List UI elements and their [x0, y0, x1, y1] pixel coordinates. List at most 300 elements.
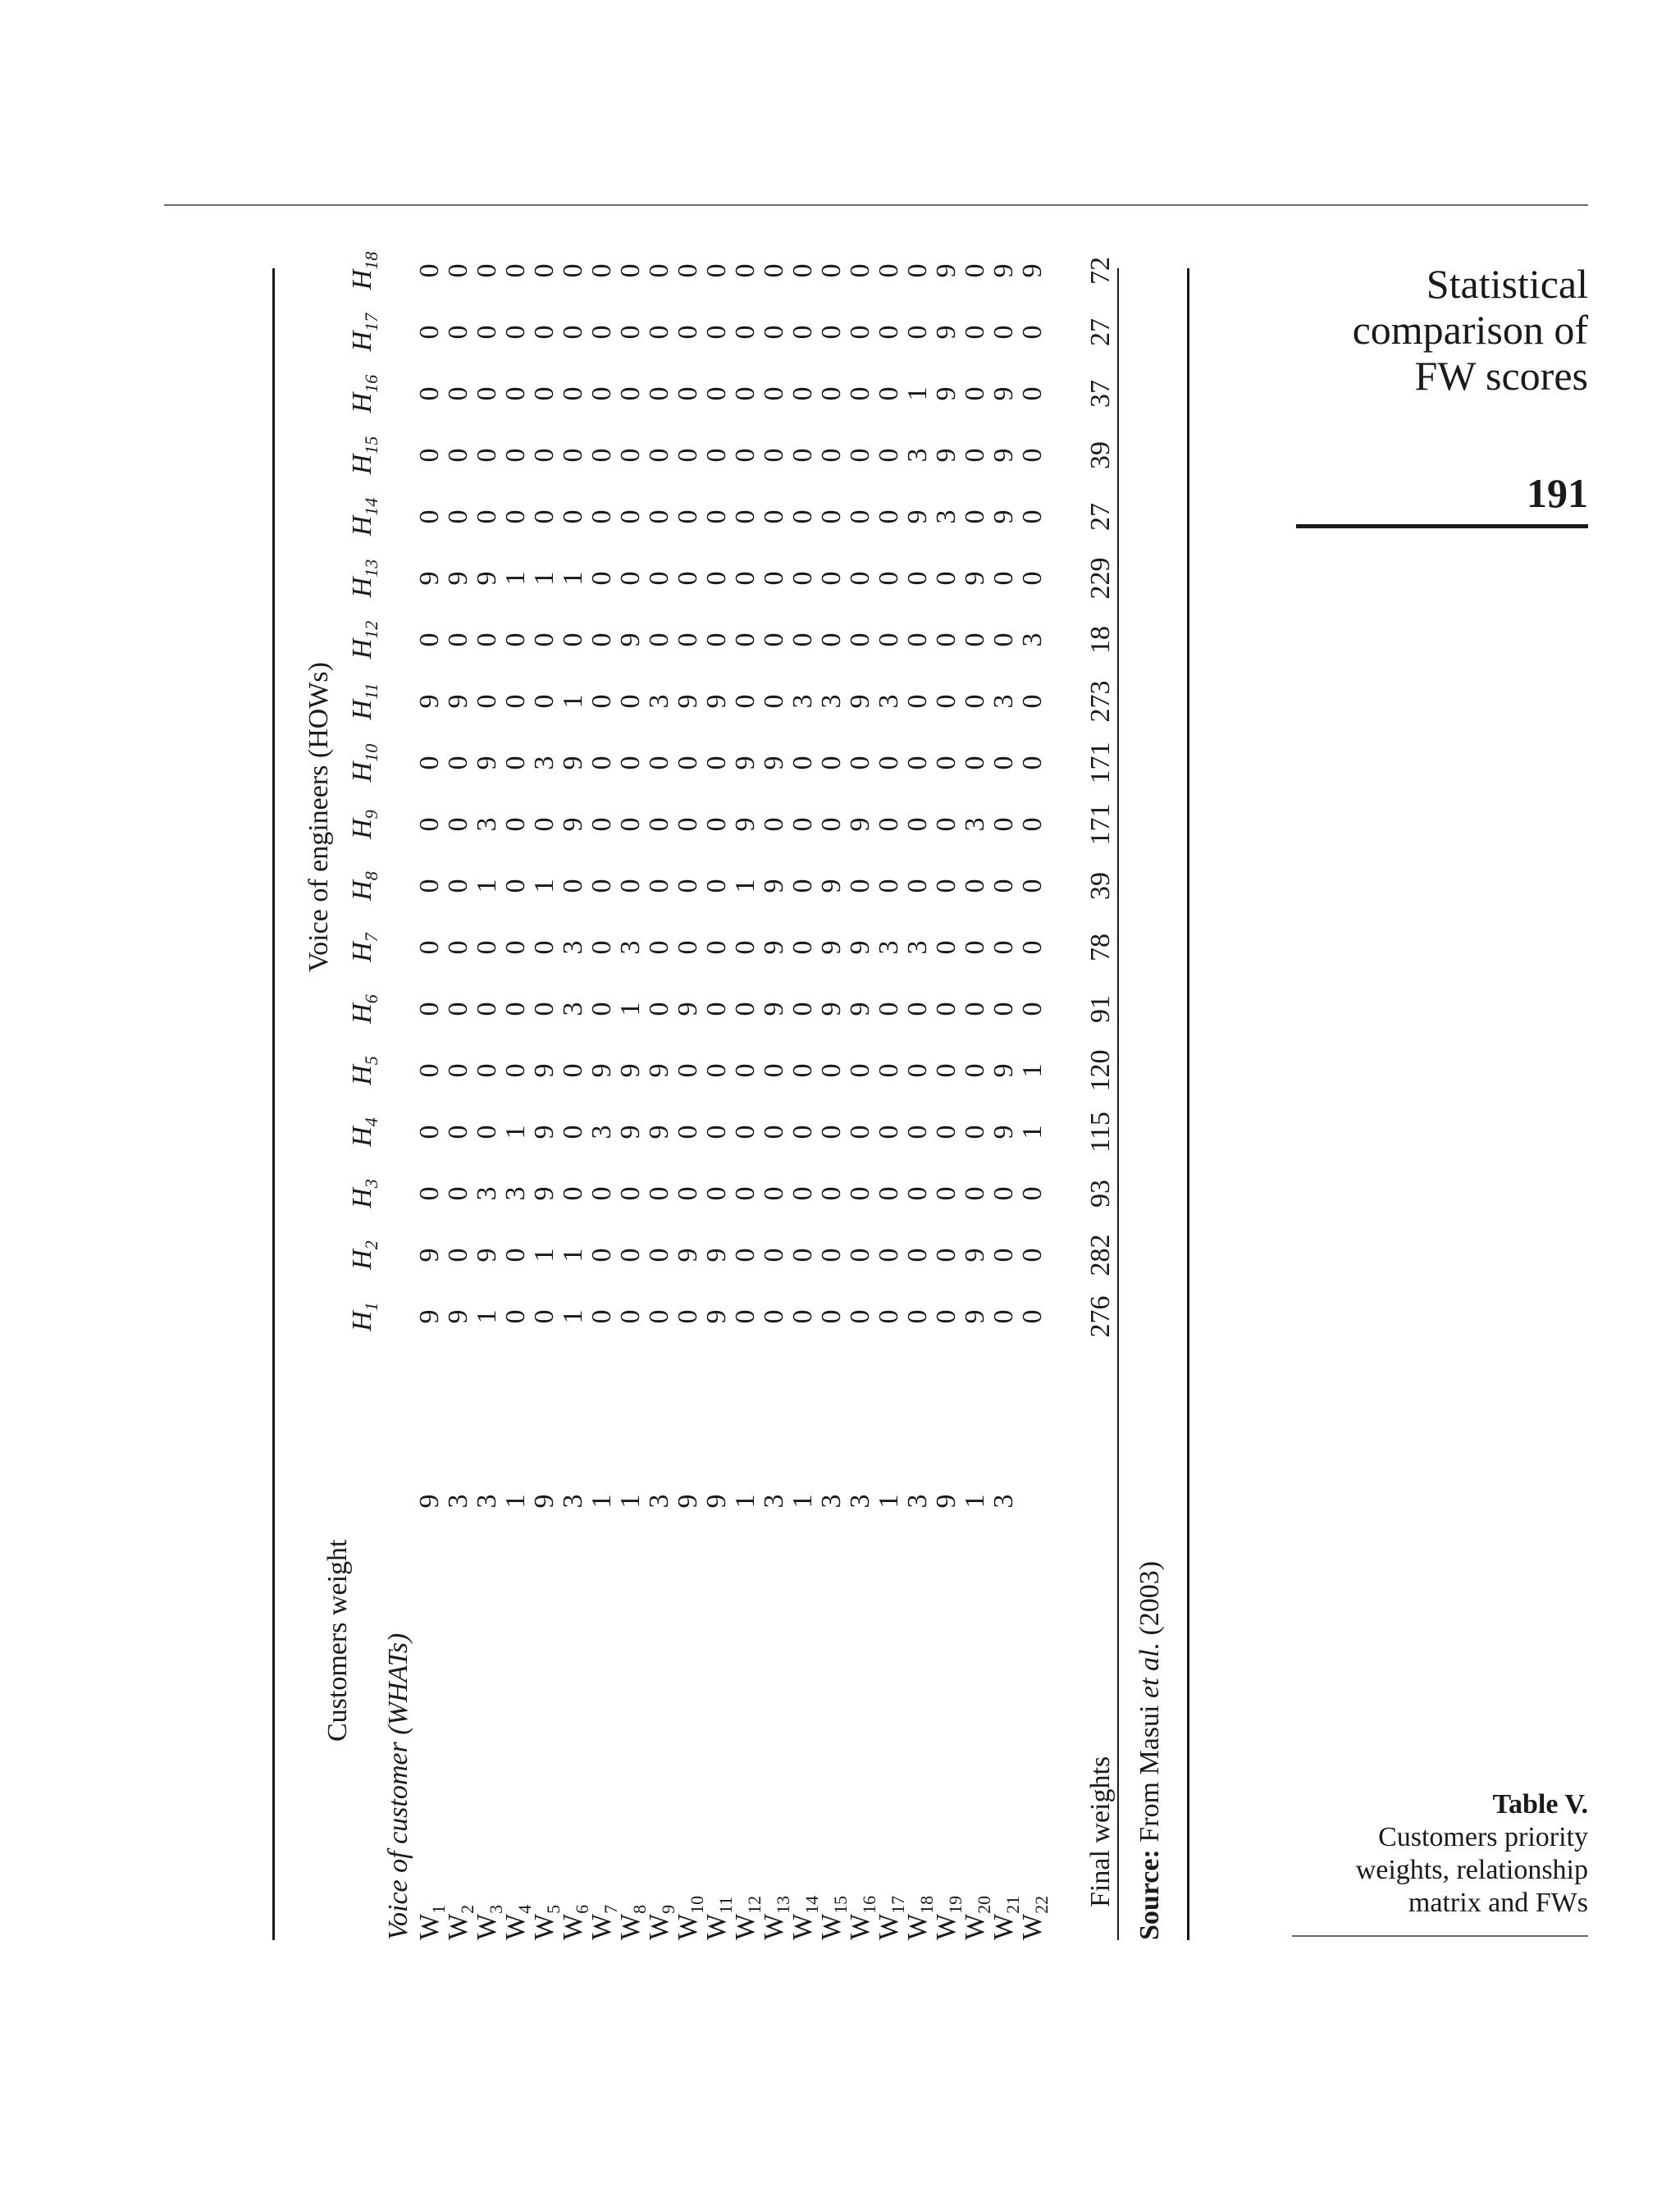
matrix-cell: 0 [788, 879, 818, 893]
customer-weight-cell: 3 [759, 1494, 789, 1509]
matrix-cell: 0 [1017, 1002, 1048, 1016]
column-header-h17: $H_{17}$ [347, 313, 381, 352]
matrix-cell: 0 [788, 509, 818, 524]
matrix-cell: 0 [960, 263, 990, 278]
matrix-cell: 9 [1017, 263, 1048, 278]
matrix-cell: 0 [644, 1309, 674, 1324]
matrix-cell: 0 [644, 571, 674, 586]
matrix-cell: 0 [960, 448, 990, 463]
matrix-cell: 9 [988, 509, 1019, 524]
matrix-cell: 0 [1017, 756, 1048, 770]
matrix-cell: 0 [730, 1309, 760, 1324]
row-label-w14: $W_{14}$ [788, 1895, 822, 1940]
matrix-cell: 0 [701, 817, 732, 832]
matrix-cell: 9 [816, 940, 847, 955]
matrix-cell: 0 [615, 448, 646, 463]
customer-weight-cell: 1 [587, 1494, 617, 1509]
customer-weight-cell: 9 [701, 1494, 732, 1509]
column-header-h15: $H_{15}$ [347, 436, 381, 475]
matrix-cell: 0 [874, 1186, 904, 1201]
matrix-cell: 0 [673, 509, 703, 524]
column-header-subscript: 1 [360, 1302, 381, 1312]
column-header-h7: $H_7$ [347, 933, 381, 962]
matrix-cell: 0 [414, 448, 445, 463]
matrix-cell: 0 [472, 1063, 502, 1078]
matrix-cell: 0 [931, 1186, 961, 1201]
matrix-cell: 1 [529, 1248, 559, 1263]
matrix-cell: 9 [414, 694, 445, 709]
final-weight-cell: 27 [1085, 318, 1116, 346]
matrix-cell: 0 [874, 1063, 904, 1078]
matrix-cell: 9 [472, 571, 502, 586]
matrix-cell: 0 [845, 1125, 875, 1139]
final-weight-cell: 93 [1085, 1180, 1116, 1208]
row-label-subscript: 11 [714, 1896, 736, 1914]
matrix-cell: 9 [988, 1125, 1019, 1139]
matrix-cell: 0 [615, 879, 646, 893]
final-weight-cell: 282 [1085, 1234, 1116, 1276]
matrix-cell: 0 [701, 448, 732, 463]
matrix-cell: 0 [759, 694, 789, 709]
matrix-cell: 9 [816, 879, 847, 893]
matrix-cell: 1 [558, 694, 588, 709]
matrix-cell: 0 [1017, 386, 1048, 401]
final-weight-cell: 273 [1085, 680, 1116, 723]
source-text: From Masui [1134, 1705, 1165, 1843]
matrix-cell: 0 [759, 1309, 789, 1324]
row-label-w5: $W_5$ [529, 1904, 564, 1940]
matrix-cell: 9 [902, 509, 933, 524]
matrix-cell: 0 [644, 325, 674, 340]
matrix-cell: 0 [615, 263, 646, 278]
matrix-cell: 3 [500, 1186, 531, 1201]
row-label-w8: $W_8$ [615, 1904, 650, 1940]
page-number: 191 [1527, 470, 1588, 516]
matrix-cell: 0 [902, 694, 933, 709]
final-weights-label: Final weights [1085, 1756, 1116, 1907]
matrix-cell: 0 [472, 632, 502, 647]
matrix-cell: 0 [443, 263, 473, 278]
matrix-cell: 0 [673, 1125, 703, 1139]
source-year: (2003) [1134, 1560, 1165, 1636]
row-label-subscript: 18 [915, 1895, 937, 1914]
matrix-cell: 0 [845, 1248, 875, 1263]
matrix-cell: 0 [816, 817, 847, 832]
matrix-cell: 0 [845, 509, 875, 524]
matrix-cell: 0 [902, 1248, 933, 1263]
column-header-subscript: 10 [360, 743, 381, 762]
row-label-subscript: 2 [456, 1904, 477, 1914]
matrix-cell: 0 [902, 1309, 933, 1324]
customer-weight-cell: 1 [788, 1494, 818, 1509]
matrix-cell: 0 [472, 263, 502, 278]
matrix-cell: 9 [931, 263, 961, 278]
matrix-cell: 0 [1017, 448, 1048, 463]
matrix-cell: 0 [788, 571, 818, 586]
customer-weight-cell: 3 [988, 1494, 1019, 1509]
customer-weight-cell: 1 [730, 1494, 760, 1509]
matrix-cell: 9 [558, 817, 588, 832]
row-label-w1: $W_1$ [414, 1904, 449, 1940]
matrix-cell: 0 [931, 1248, 961, 1263]
matrix-cell: 0 [788, 1309, 818, 1324]
matrix-cell: 3 [931, 509, 961, 524]
matrix-cell: 0 [1017, 1309, 1048, 1324]
matrix-cell: 0 [673, 1309, 703, 1324]
matrix-cell: 9 [529, 1186, 559, 1201]
matrix-cell: 0 [644, 879, 674, 893]
row-label-w4: $W_4$ [500, 1904, 535, 1940]
matrix-cell: 0 [874, 1125, 904, 1139]
matrix-cell: 0 [558, 1063, 588, 1078]
matrix-cell: 0 [701, 756, 732, 770]
matrix-cell: 0 [874, 756, 904, 770]
title-line-3: FW scores [1414, 353, 1588, 399]
matrix-cell: 0 [558, 325, 588, 340]
matrix-cell: 9 [988, 263, 1019, 278]
matrix-cell: 0 [615, 571, 646, 586]
matrix-cell: 0 [788, 817, 818, 832]
matrix-cell: 0 [759, 571, 789, 586]
matrix-cell: 0 [414, 1063, 445, 1078]
table-caption [1244, 1788, 1588, 1920]
matrix-cell: 0 [931, 817, 961, 832]
matrix-cell: 3 [960, 817, 990, 832]
matrix-cell: 0 [845, 1309, 875, 1324]
matrix-cell: 0 [644, 1248, 674, 1263]
matrix-cell: 0 [414, 1002, 445, 1016]
matrix-cell: 0 [701, 879, 732, 893]
matrix-cell: 9 [759, 879, 789, 893]
matrix-cell: 0 [902, 632, 933, 647]
matrix-cell: 9 [587, 1063, 617, 1078]
matrix-cell: 0 [874, 879, 904, 893]
matrix-cell: 0 [500, 1063, 531, 1078]
matrix-cell: 0 [644, 509, 674, 524]
matrix-cell: 0 [988, 1248, 1019, 1263]
source-etal: et al. [1134, 1642, 1165, 1698]
matrix-cell: 0 [788, 1063, 818, 1078]
matrix-cell: 0 [730, 1248, 760, 1263]
matrix-cell: 0 [414, 756, 445, 770]
matrix-cell: 0 [816, 325, 847, 340]
matrix-cell: 0 [988, 325, 1019, 340]
matrix-cell: 0 [472, 448, 502, 463]
row-label-w18: $W_{18}$ [902, 1895, 937, 1940]
column-header-subscript: 14 [360, 497, 381, 516]
matrix-cell: 0 [931, 1125, 961, 1139]
matrix-cell: 0 [988, 632, 1019, 647]
matrix-cell: 9 [759, 940, 789, 955]
matrix-cell: 3 [902, 940, 933, 955]
column-header-subscript: 3 [360, 1179, 381, 1189]
matrix-cell: 0 [960, 325, 990, 340]
matrix-cell: 0 [902, 1125, 933, 1139]
matrix-cell: 0 [615, 509, 646, 524]
caption-line-3: matrix and FWs [1408, 1888, 1588, 1918]
caption-line-2: weights, relationship [1355, 1855, 1588, 1885]
final-weight-cell: 37 [1085, 380, 1116, 408]
customer-weight-cell: 9 [931, 1494, 961, 1509]
customer-weight-cell: 3 [816, 1494, 847, 1509]
customer-weight-cell: 3 [845, 1494, 875, 1509]
matrix-cell: 0 [558, 509, 588, 524]
matrix-cell: 0 [500, 817, 531, 832]
matrix-cell: 0 [414, 817, 445, 832]
matrix-cell: 0 [845, 1063, 875, 1078]
matrix-cell: 0 [845, 448, 875, 463]
matrix-cell: 0 [500, 632, 531, 647]
matrix-cell: 0 [443, 325, 473, 340]
matrix-cell: 3 [615, 940, 646, 955]
column-header-h2: $H_2$ [347, 1240, 381, 1270]
matrix-cell: 9 [529, 1125, 559, 1139]
matrix-cell: 9 [673, 1002, 703, 1016]
matrix-cell: 0 [500, 879, 531, 893]
matrix-cell: 9 [759, 1002, 789, 1016]
matrix-cell: 0 [874, 1002, 904, 1016]
matrix-cell: 0 [414, 386, 445, 401]
matrix-cell: 0 [673, 940, 703, 955]
matrix-cell: 9 [931, 386, 961, 401]
column-header-h5: $H_5$ [347, 1056, 381, 1085]
matrix-cell: 0 [587, 1186, 617, 1201]
row-label-subscript: 19 [944, 1895, 966, 1914]
matrix-cell: 0 [816, 1309, 847, 1324]
customer-weight-cell: 1 [500, 1494, 531, 1509]
matrix-cell: 9 [701, 694, 732, 709]
matrix-cell: 0 [673, 879, 703, 893]
matrix-cell: 0 [587, 879, 617, 893]
final-weight-cell: 115 [1085, 1112, 1116, 1153]
row-label-w15: $W_{15}$ [816, 1895, 851, 1940]
matrix-cell: 0 [931, 632, 961, 647]
matrix-cell: 0 [960, 386, 990, 401]
matrix-cell: 0 [1017, 817, 1048, 832]
matrix-cell: 0 [443, 1063, 473, 1078]
matrix-cell: 0 [730, 386, 760, 401]
matrix-cell: 9 [529, 1063, 559, 1078]
matrix-cell: 1 [1017, 1125, 1048, 1139]
matrix-cell: 0 [874, 571, 904, 586]
matrix-cell: 9 [615, 632, 646, 647]
matrix-cell: 0 [730, 1002, 760, 1016]
matrix-cell: 0 [730, 1186, 760, 1201]
matrix-cell: 3 [988, 694, 1019, 709]
matrix-cell: 0 [529, 694, 559, 709]
column-header-subscript: 9 [360, 810, 381, 820]
column-header-subscript: 16 [360, 374, 381, 393]
matrix-cell: 0 [529, 1002, 559, 1016]
matrix-cell: 0 [931, 1002, 961, 1016]
table-source [1134, 1561, 1166, 1940]
matrix-cell: 0 [701, 1063, 732, 1078]
matrix-cell: 0 [816, 386, 847, 401]
customer-weight-cell: 9 [529, 1494, 559, 1509]
matrix-cell: 9 [414, 571, 445, 586]
rotated-table-area [272, 251, 1191, 1940]
matrix-cell: 0 [931, 879, 961, 893]
matrix-cell: 9 [443, 571, 473, 586]
column-header-subscript: 2 [360, 1240, 381, 1250]
column-header-subscript: 5 [360, 1056, 381, 1066]
matrix-cell: 9 [673, 694, 703, 709]
matrix-cell: 0 [988, 879, 1019, 893]
row-label-subscript: 1 [427, 1904, 449, 1914]
matrix-cell: 0 [673, 571, 703, 586]
matrix-cell: 0 [759, 386, 789, 401]
table-bottom-rule-upper [1117, 268, 1119, 1940]
matrix-cell: 0 [414, 263, 445, 278]
column-header-subscript: 7 [360, 933, 381, 943]
matrix-cell: 0 [500, 756, 531, 770]
matrix-cell: 0 [443, 1248, 473, 1263]
row-label-w9: $W_9$ [644, 1904, 678, 1940]
matrix-cell: 9 [472, 1248, 502, 1263]
matrix-cell: 0 [931, 940, 961, 955]
matrix-cell: 9 [644, 1063, 674, 1078]
matrix-cell: 0 [443, 509, 473, 524]
page-number-rule [1296, 524, 1588, 528]
matrix-cell: 0 [902, 1063, 933, 1078]
matrix-cell: 0 [902, 1002, 933, 1016]
matrix-cell: 3 [1017, 632, 1048, 647]
voc-label: Voice of customer (WHATs) [383, 1632, 413, 1940]
matrix-cell: 0 [414, 632, 445, 647]
matrix-cell: 0 [902, 263, 933, 278]
matrix-cell: 0 [788, 940, 818, 955]
row-label-w12: $W_{12}$ [730, 1895, 765, 1940]
row-label-subscript: 16 [858, 1895, 879, 1914]
row-label-subscript: 3 [485, 1904, 506, 1914]
matrix-cell: 0 [701, 1186, 732, 1201]
matrix-cell: 0 [529, 448, 559, 463]
matrix-cell: 0 [587, 632, 617, 647]
matrix-cell: 0 [500, 448, 531, 463]
matrix-cell: 0 [472, 940, 502, 955]
matrix-cell: 0 [874, 325, 904, 340]
matrix-cell: 0 [443, 1002, 473, 1016]
matrix-cell: 0 [759, 817, 789, 832]
matrix-cell: 9 [845, 817, 875, 832]
column-header-h10: $H_{10}$ [347, 743, 381, 783]
matrix-cell: 0 [788, 325, 818, 340]
matrix-cell: 1 [500, 571, 531, 586]
matrix-cell: 0 [414, 940, 445, 955]
matrix-cell: 3 [816, 694, 847, 709]
matrix-cell: 0 [587, 817, 617, 832]
matrix-cell: 9 [673, 1248, 703, 1263]
matrix-cell: 0 [644, 940, 674, 955]
matrix-cell: 0 [500, 694, 531, 709]
matrix-cell: 1 [500, 1125, 531, 1139]
row-label-subscript: 5 [542, 1904, 564, 1914]
matrix-cell: 0 [902, 817, 933, 832]
matrix-cell: 0 [587, 1248, 617, 1263]
matrix-cell: 0 [816, 1186, 847, 1201]
matrix-cell: 0 [788, 1002, 818, 1016]
customer-weight-cell: 9 [414, 1494, 445, 1509]
matrix-cell: 0 [730, 509, 760, 524]
matrix-cell: 0 [673, 263, 703, 278]
matrix-cell: 0 [414, 1125, 445, 1139]
matrix-cell: 9 [558, 756, 588, 770]
matrix-cell: 0 [615, 756, 646, 770]
column-header-subscript: 11 [360, 683, 381, 700]
matrix-cell: 0 [816, 571, 847, 586]
caption-rule [1292, 1935, 1588, 1937]
final-weight-cell: 91 [1085, 995, 1116, 1023]
matrix-cell: 0 [845, 879, 875, 893]
table-body [272, 251, 1191, 1940]
row-label-subscript: 7 [600, 1904, 621, 1914]
row-label-w20: $W_{20}$ [960, 1895, 994, 1940]
matrix-cell: 0 [500, 325, 531, 340]
matrix-cell: 0 [587, 694, 617, 709]
row-label-subscript: 10 [686, 1895, 707, 1914]
matrix-cell: 0 [587, 509, 617, 524]
relationship-matrix-table [272, 251, 1191, 1940]
matrix-cell: 0 [902, 325, 933, 340]
matrix-cell: 0 [816, 632, 847, 647]
customer-weight-cell: 3 [902, 1494, 933, 1509]
matrix-cell: 1 [558, 1309, 588, 1324]
matrix-cell: 0 [845, 386, 875, 401]
row-label-w22: $W_{22}$ [1017, 1895, 1052, 1940]
matrix-cell: 1 [558, 1248, 588, 1263]
matrix-cell: 3 [529, 756, 559, 770]
matrix-cell: 0 [759, 263, 789, 278]
row-label-subscript: 12 [743, 1895, 765, 1914]
source-label: Source: [1134, 1849, 1165, 1940]
matrix-cell: 0 [558, 448, 588, 463]
matrix-cell: 0 [960, 694, 990, 709]
row-label-subscript: 21 [1002, 1895, 1023, 1914]
matrix-cell: 0 [788, 263, 818, 278]
matrix-cell: 9 [845, 940, 875, 955]
matrix-cell: 0 [960, 1063, 990, 1078]
matrix-cell: 0 [644, 448, 674, 463]
column-header-subscript: 8 [360, 871, 381, 881]
matrix-cell: 9 [615, 1125, 646, 1139]
matrix-cell: 0 [587, 325, 617, 340]
matrix-cell: 0 [960, 940, 990, 955]
matrix-cell: 0 [730, 1063, 760, 1078]
matrix-cell: 0 [759, 1186, 789, 1201]
matrix-cell: 0 [673, 386, 703, 401]
matrix-cell: 0 [759, 448, 789, 463]
matrix-cell: 0 [529, 386, 559, 401]
matrix-cell: 0 [443, 632, 473, 647]
column-header-h9: $H_9$ [347, 810, 381, 839]
matrix-cell: 1 [558, 571, 588, 586]
row-label-subscript: 9 [657, 1904, 678, 1914]
matrix-cell: 0 [558, 1125, 588, 1139]
matrix-cell: 0 [788, 386, 818, 401]
matrix-cell: 0 [701, 325, 732, 340]
matrix-cell: 9 [845, 1002, 875, 1016]
column-header-h3: $H_3$ [347, 1179, 381, 1208]
matrix-cell: 9 [701, 1309, 732, 1324]
matrix-cell: 0 [845, 325, 875, 340]
matrix-cell: 0 [587, 1002, 617, 1016]
final-weight-cell: 171 [1085, 742, 1116, 784]
matrix-cell: 0 [701, 940, 732, 955]
matrix-cell: 0 [845, 756, 875, 770]
matrix-cell: 0 [443, 756, 473, 770]
final-weight-cell: 39 [1085, 441, 1116, 469]
matrix-cell: 0 [472, 325, 502, 340]
